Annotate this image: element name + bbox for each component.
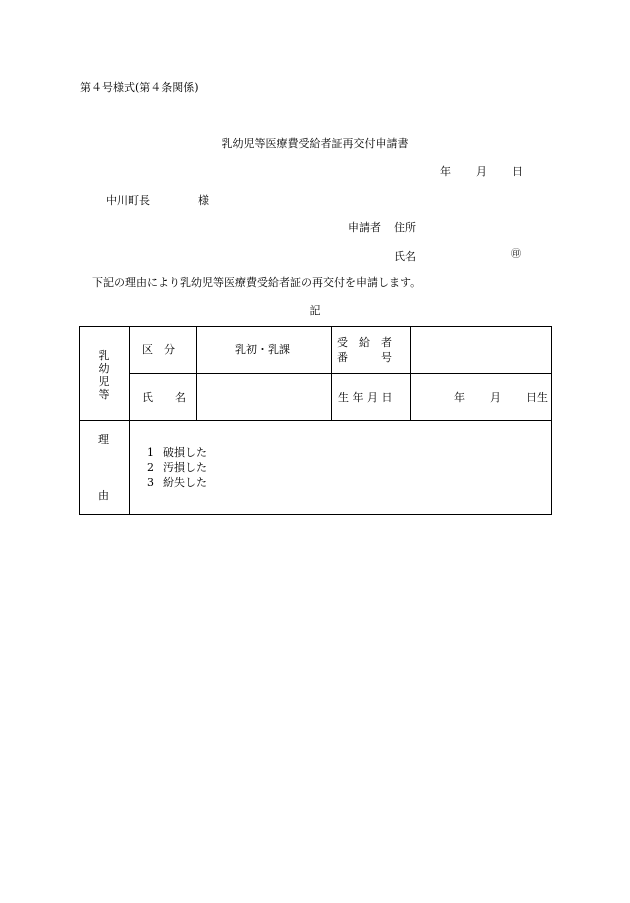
date-day-label: 日 (512, 165, 523, 178)
birth-month-label: 月 (490, 391, 501, 404)
kubun-label: 区 分 (142, 343, 175, 356)
reason-item: 1 破損した (147, 446, 207, 459)
form-number: 第４号様式(第４条関係) (80, 81, 199, 94)
body-text: 下記の理由により乳幼児等医療費受給者証の再交付を申請します。 (92, 276, 422, 289)
kubun-value: 乳初・乳課 (235, 343, 290, 356)
applicant-address-label: 住所 (394, 221, 416, 234)
applicant-name-label: 氏名 (394, 250, 416, 263)
divider (80, 420, 551, 421)
reason-list (147, 445, 207, 490)
applicant-label: 申請者 (348, 221, 381, 234)
reason-item: 3 紛失した (147, 476, 207, 489)
jukyusha-label-line1: 受 給 者 (337, 336, 392, 349)
addressee-name: 中川町長 (106, 194, 150, 207)
section-label-infant: 乳幼児等 (98, 349, 110, 401)
seal-mark: ㊞ (511, 249, 521, 260)
reason-item: 2 汚損した (147, 461, 207, 474)
document-title: 乳幼児等医療費受給者証再交付申請書 (221, 137, 409, 150)
date-year-label: 年 (440, 165, 451, 178)
ki-heading: 記 (309, 304, 321, 317)
date-month-label: 月 (476, 165, 487, 178)
birth-date-label: 生 年 月 日 (338, 391, 393, 404)
reason-label-bottom: 由 (98, 489, 109, 502)
application-table (79, 326, 552, 515)
addressee-suffix: 様 (198, 194, 209, 207)
birth-day-label: 日生 (526, 391, 548, 404)
divider (129, 373, 551, 374)
shimei-label: 氏 名 (142, 391, 186, 404)
birth-year-label: 年 (454, 391, 465, 404)
reason-label-top: 理 (98, 433, 109, 446)
jukyusha-label-line2: 番 号 (337, 351, 392, 364)
